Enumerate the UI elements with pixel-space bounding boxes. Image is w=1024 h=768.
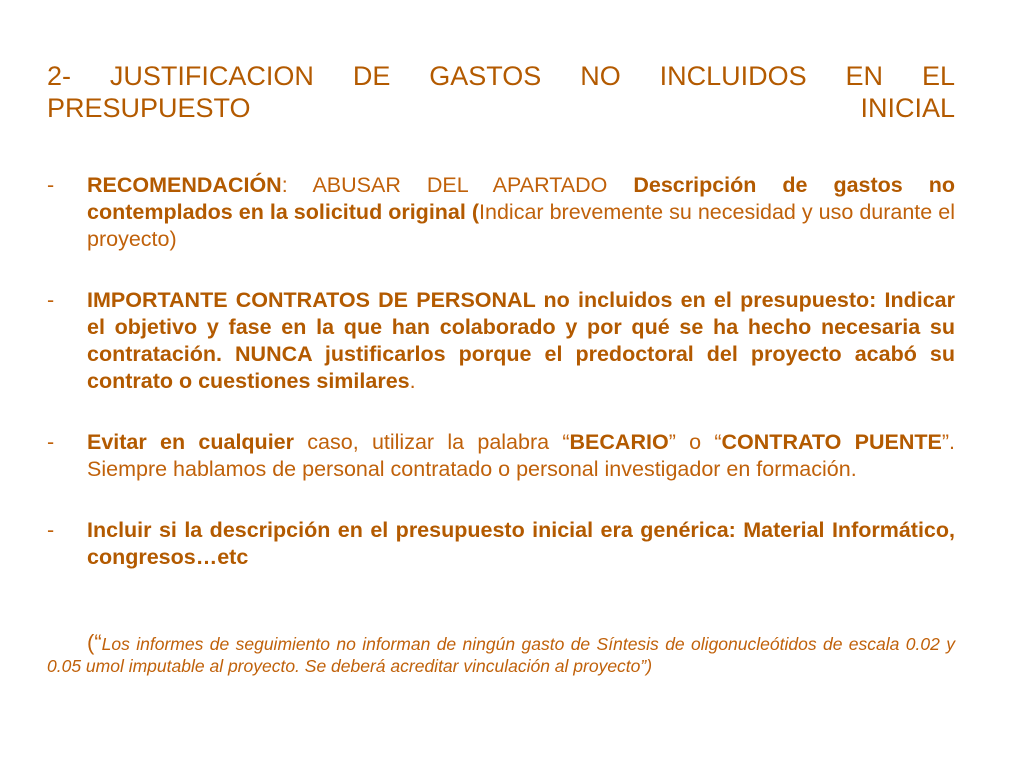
example-note (47, 632, 955, 677)
bullet-text: ” o “ (668, 430, 722, 454)
bullet-text: : ABUSAR DEL APARTADO (281, 173, 634, 197)
bullet-text: ”. Siempre hablamos de personal contratado o personal investigador en formación. (87, 430, 955, 481)
bullet-text-bold: Evitar en cualquier (87, 430, 294, 454)
bullet-list (47, 172, 955, 571)
slide-title (47, 60, 955, 124)
bullet-text: Indicar brevemente su necesidad y uso durante el proyecto) (87, 200, 955, 251)
bullet-text-bold: Descripción de gastos no contemplados en la solicitud original ( (87, 173, 955, 224)
bullet-dash: - (47, 518, 55, 542)
bullet-dash: - (47, 288, 55, 312)
bullet-text-bold: IMPORTANTE CONTRATOS DE PERSONAL no incluidos en el presupuesto: Indicar el objetivo y fase en la que han colaborado y por qué se ha hecho necesaria su contratación. NUNCA justificarlos porque el predoctoral del proyecto acabó su contrato o cuestiones similares (87, 288, 955, 393)
bullet-dash: - (47, 430, 55, 454)
bullet-text: caso, utilizar la palabra “ (294, 430, 570, 454)
bullet-text: . (409, 369, 416, 393)
bullet-text-bold: Incluir si la descripción en el presupuesto inicial era genérica: Material Informático, congresos…etc (87, 518, 955, 569)
title-line-2: PRESUPUESTO INICIAL (47, 93, 955, 123)
bullet-evitar-becario (47, 429, 955, 483)
bullet-recomendacion (47, 172, 955, 253)
note-open-quote: (“ (87, 630, 102, 655)
bullet-contratos-personal (47, 287, 955, 395)
title-line-1: 2- JUSTIFICACION DE GASTOS NO INCLUIDOS EN EL (47, 61, 955, 91)
bullet-text-bold: CONTRATO PUENTE (721, 430, 942, 454)
bullet-text-bold: RECOMENDACIÓN (87, 173, 282, 197)
bullet-dash: - (47, 173, 55, 197)
note-text: Los informes de seguimiento no informan de ningún gasto de Síntesis de oligonucleótidos de escala 0.02 y 0.05 umol imputable al proyecto. Se deberá acreditar vinculación al proyecto”) (47, 634, 955, 676)
bullet-text-bold: BECARIO (569, 430, 669, 454)
bullet-incluir-descripcion (47, 517, 955, 571)
